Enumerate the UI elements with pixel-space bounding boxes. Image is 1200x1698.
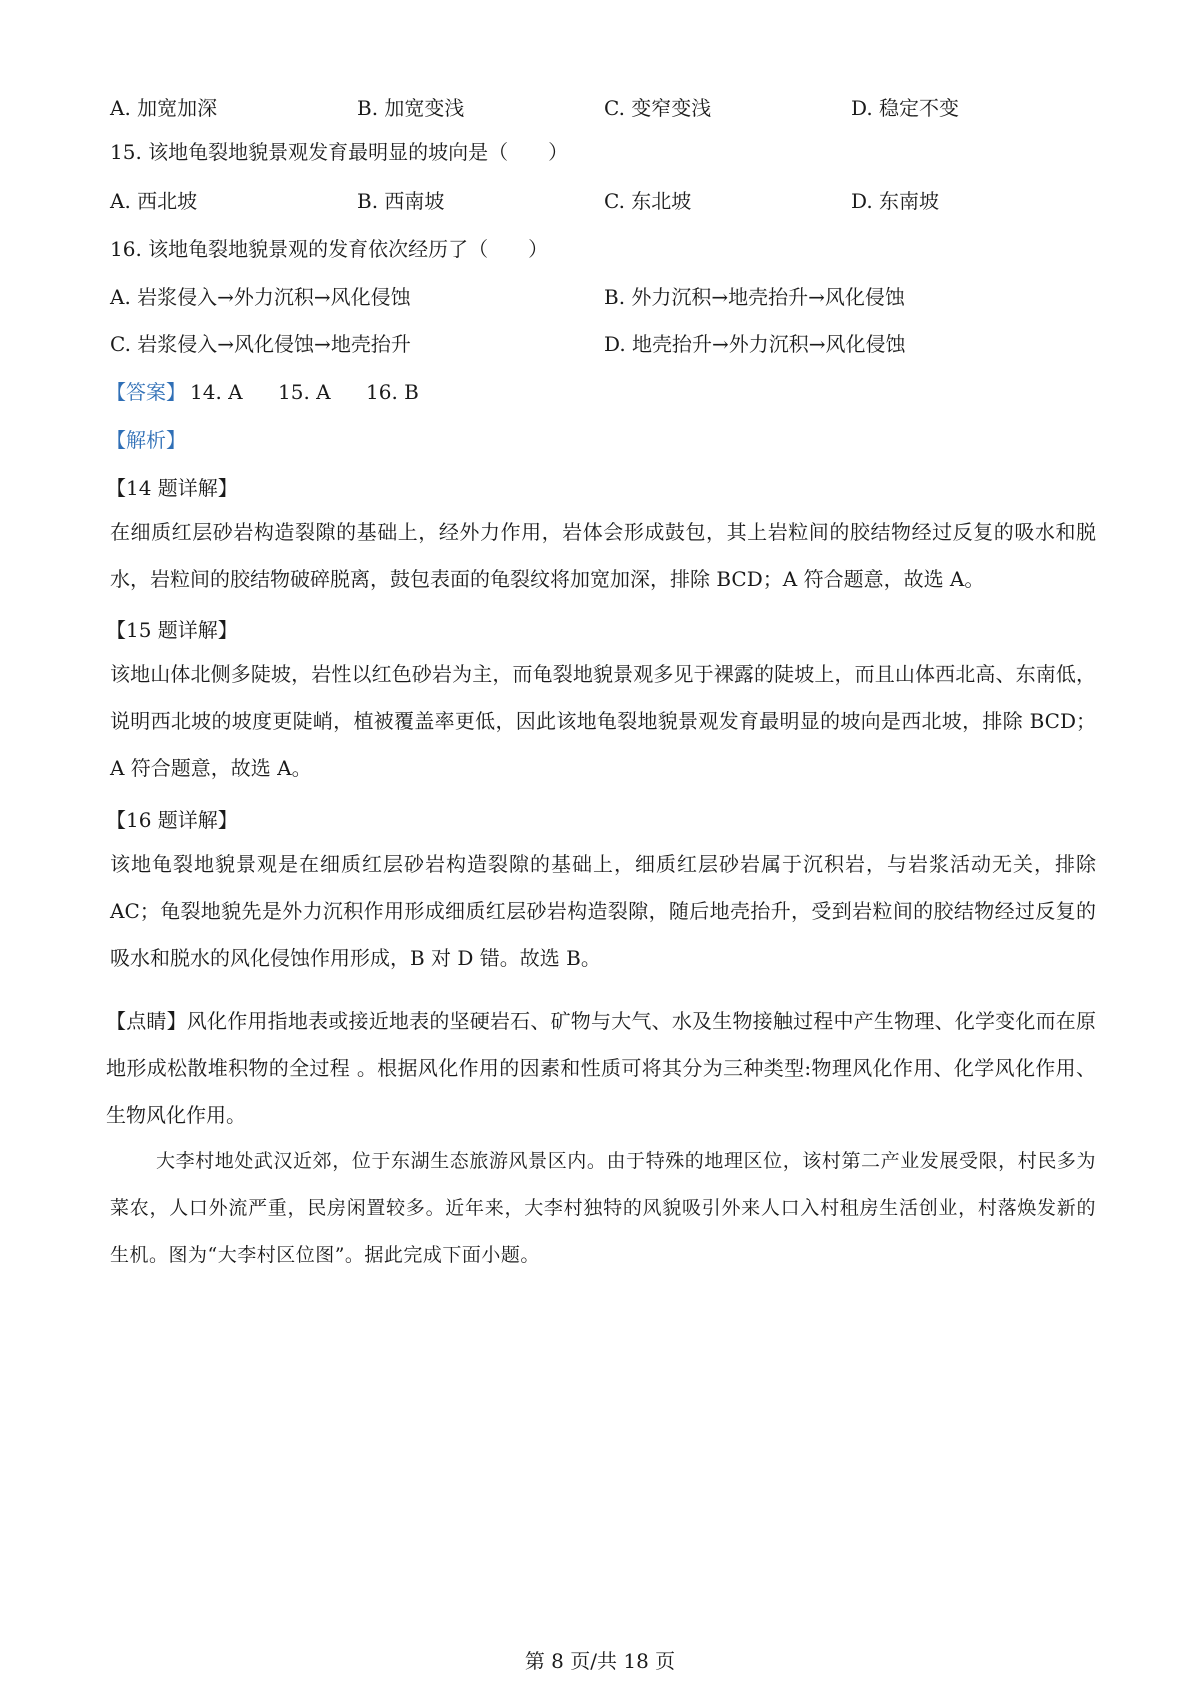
detail16-text: 该地龟裂地貌景观是在细质红层砂岩构造裂隙的基础上，细质红层砂岩属于沉积岩，与岩浆活动无关，排除 AC；龟裂地貌先是外力沉积作用形成细质红层砂岩构造裂隙，随后地壳抬升，受到岩粒间的胶结物经过反复的吸水和脱水的风化侵蚀作用形成，B 对 D 错。故选 B。	[110, 852, 1096, 970]
answer-item-16: 16. B	[366, 380, 419, 404]
q15-stem: 15. 该地龟裂地貌景观发育最明显的坡向是（ ）	[110, 140, 569, 164]
answer-item-14: 14. A	[190, 380, 243, 404]
detail14-text: 在细质红层砂岩构造裂隙的基础上，经外力作用，岩体会形成鼓包，其上岩粒间的胶结物经过反复的吸水和脱水，岩粒间的胶结物破碎脱离，鼓包表面的龟裂纹将加宽加深，排除 BCD；A 符合题意，故选 A。	[110, 520, 1096, 591]
q16-option-c: C. 岩浆侵入→风化侵蚀→地壳抬升	[110, 332, 411, 356]
analysis-label: 【解析】	[106, 428, 186, 452]
q15-option-d: D. 东南坡	[851, 189, 940, 213]
q14-option-b: B. 加宽变浅	[357, 96, 465, 120]
tip-paragraph	[106, 998, 1096, 1139]
answer-line	[106, 380, 419, 404]
detail14-heading: 【14 题详解】	[106, 476, 238, 500]
answer-label: 【答案】	[106, 380, 186, 404]
q14-option-d: D. 稳定不变	[851, 96, 960, 120]
tip-text: 风化作用指地表或接近地表的坚硬岩石、矿物与大气、水及生物接触过程中产生物理、化学变化而在原地形成松散堆积物的全过程 。根据风化作用的因素和性质可将其分为三种类型:物理风化作用、化学风化作用、生物风化作用。	[106, 1009, 1097, 1127]
q15-option-b: B. 西南坡	[357, 189, 445, 213]
q15-option-c: C. 东北坡	[604, 189, 692, 213]
q14-option-c: C. 变窄变浅	[604, 96, 712, 120]
q16-option-a: A. 岩浆侵入→外力沉积→风化侵蚀	[110, 285, 411, 309]
q16-option-b: B. 外力沉积→地壳抬升→风化侵蚀	[604, 285, 905, 309]
detail16-heading: 【16 题详解】	[106, 808, 238, 832]
passage-text: 大李村地处武汉近郊，位于东湖生态旅游风景区内。由于特殊的地理区位，该村第二产业发展受限，村民多为菜农，人口外流严重，民房闲置较多。近年来，大李村独特的风貌吸引外来人口入村租房生活创业，村落焕发新的生机。图为“大李村区位图”。据此完成下面小题。	[110, 1150, 1096, 1266]
q16-stem: 16. 该地龟裂地貌景观的发育依次经历了（ ）	[110, 237, 549, 261]
answer-item-15: 15. A	[278, 380, 331, 404]
q14-option-a: A. 加宽加深	[110, 96, 218, 120]
tip-label: 【点睛】	[106, 1009, 187, 1033]
q16-option-d: D. 地壳抬升→外力沉积→风化侵蚀	[604, 332, 906, 356]
detail15-heading: 【15 题详解】	[106, 618, 238, 642]
detail15-text: 该地山体北侧多陡坡，岩性以红色砂岩为主，而龟裂地貌景观多见于裸露的陡坡上，而且山体西北高、东南低，说明西北坡的坡度更陡峭，植被覆盖率更低，因此该地龟裂地貌景观发育最明显的坡向是西北坡，排除 BCD；A 符合题意，故选 A。	[110, 662, 1096, 780]
page-footer: 第 8 页/共 18 页	[524, 1649, 676, 1673]
q15-option-a: A. 西北坡	[110, 189, 198, 213]
